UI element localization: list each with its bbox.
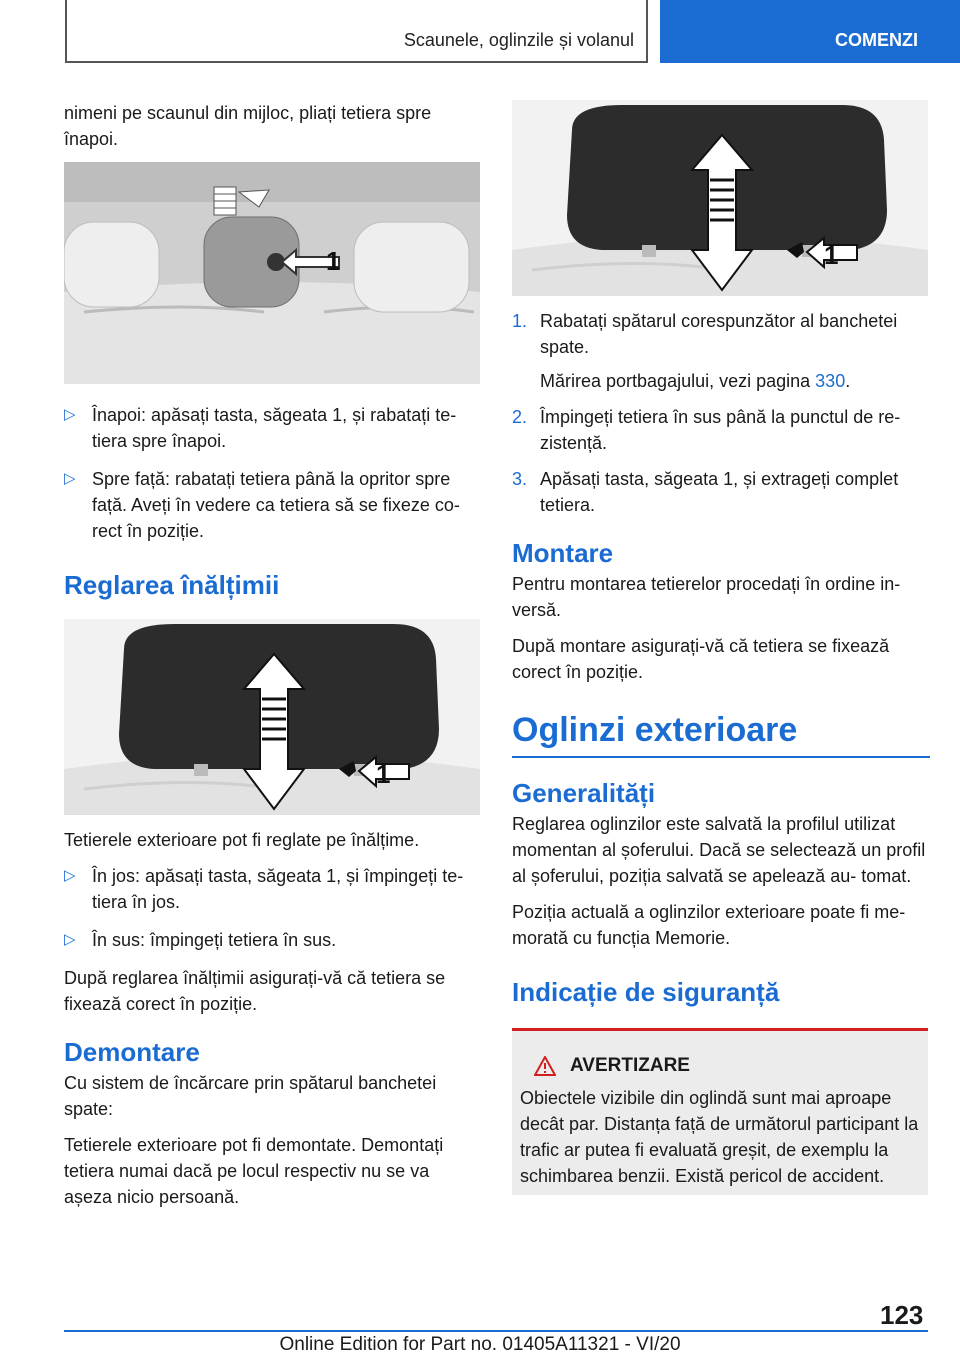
- edition-footer: Online Edition for Part no. 01405A11321 - VI/20: [279, 1334, 681, 1355]
- remove-paragraph-1: Cu sistem de încărcare prin spătarul banchetei spate:: [64, 1073, 437, 1119]
- step-number: 3.: [512, 469, 528, 489]
- mount-paragraph-2: După montare asigurați-vă că tetiera se fixează corect în poziție.: [512, 636, 890, 682]
- left-column: [64, 100, 482, 1220]
- heading-general: Generalități: [512, 778, 656, 808]
- warning-title: AVERTIZARE: [570, 1055, 690, 1076]
- page-number: 123: [880, 1300, 924, 1330]
- footer-divider: [64, 1330, 928, 1332]
- page-link[interactable]: 330: [815, 371, 846, 391]
- remove-steps-list: [512, 308, 930, 518]
- warning-triangle-icon: [534, 1056, 556, 1076]
- figure-callout-1: 1: [326, 246, 341, 276]
- headrest-tilt-figure: [64, 162, 480, 384]
- warning-box: [512, 1028, 928, 1195]
- triangle-bullet-icon: ▷: [64, 867, 76, 884]
- warning-text: Obiectele vizibile din oglindă sunt mai aproape decât par. Distanța față de următorul participant la trafic ar putea fi evaluată greșit, de exemplu la schimbarea benzii. Există pericol de accident.: [520, 1088, 919, 1186]
- chapter-tab: COMENZI: [660, 0, 960, 63]
- list-item: ▷ În jos: apăsați tasta, săgeata 1, și împingeți te- tiera în jos.: [64, 863, 482, 915]
- step-number: 1.: [512, 311, 528, 331]
- section-title: Scaunele, oglinzile și volanul: [65, 0, 648, 63]
- triangle-bullet-icon: ▷: [64, 406, 76, 423]
- general-paragraph-2: Poziția actuală a oglinzilor exterioare poate fi me- morată cu funcția Memorie.: [512, 902, 906, 948]
- warning-header: [534, 1055, 920, 1077]
- headrest-remove-figure: [512, 100, 928, 296]
- headrest-height-illustration: [64, 619, 480, 815]
- step-sub-text: Mărirea portbagajului, vezi pagina 330.: [540, 371, 851, 391]
- figure-callout-1: 1: [376, 759, 391, 789]
- headrest-height-figure: [64, 619, 480, 815]
- general-paragraph-1: Reglarea oglinzilor este salvată la profilul utilizat momentan al șoferului. Dacă se selectează un profil al șoferului, poziția salvată se apelează au- tomat.: [512, 814, 926, 886]
- mount-paragraph-1: Pentru montarea tetierelor procedați în ordine in- versă.: [512, 574, 901, 620]
- heading-remove: Demontare: [64, 1037, 200, 1067]
- step-text: Apăsați tasta, săgeata 1, și extrageți complet tetiera.: [540, 469, 899, 515]
- triangle-bullet-icon: ▷: [64, 931, 76, 948]
- list-item: ▷ Înapoi: apăsați tasta, săgeata 1, și rabatați te- tiera spre înapoi.: [64, 402, 482, 454]
- heading-height-adjust: Reglarea înălțimii: [64, 570, 280, 600]
- headrest-remove-illustration: [512, 100, 928, 296]
- heading-safety: Indicație de siguranță: [512, 977, 780, 1007]
- list-item: [512, 404, 930, 456]
- list-item: ▷ Spre față: rabatați tetiera până la opritor spre față. Aveți în vedere ca tetiera să se fixeze co- rect în poziție.: [64, 466, 482, 544]
- height-paragraph: Tetierele exterioare pot fi reglate pe înălțime.: [64, 830, 420, 850]
- tilt-bullet-list: [64, 402, 482, 544]
- rear-seat-illustration: [64, 162, 480, 384]
- heading-mount: Montare: [512, 538, 614, 568]
- right-column: [512, 100, 930, 1195]
- step-text: Rabatați spătarul corespunzător al banchetei spate.: [540, 311, 898, 357]
- remove-paragraph-2: Tetierele exterioare pot fi demontate. Demontați tetiera numai dacă pe locul respectiv nu se va așeza nicio persoană.: [64, 1135, 444, 1207]
- height-bullet-list: [64, 863, 482, 953]
- step-number: 2.: [512, 407, 528, 427]
- list-item: [512, 308, 930, 394]
- heading-exterior-mirrors: Oglinzi exterioare: [512, 711, 930, 758]
- page-header: [0, 0, 960, 66]
- figure-callout-1: 1: [824, 240, 839, 270]
- after-height-paragraph: După reglarea înălțimii asigurați-vă că tetiera se fixează corect în poziție.: [64, 968, 446, 1014]
- intro-paragraph: nimeni pe scaunul din mijloc, pliați tetiera spre înapoi.: [64, 103, 432, 149]
- step-text: Împingeți tetiera în sus până la punctul de re- zistență.: [540, 407, 901, 453]
- list-item: [512, 466, 930, 518]
- triangle-bullet-icon: ▷: [64, 470, 76, 487]
- list-item: ▷ În sus: împingeți tetiera în sus.: [64, 927, 482, 953]
